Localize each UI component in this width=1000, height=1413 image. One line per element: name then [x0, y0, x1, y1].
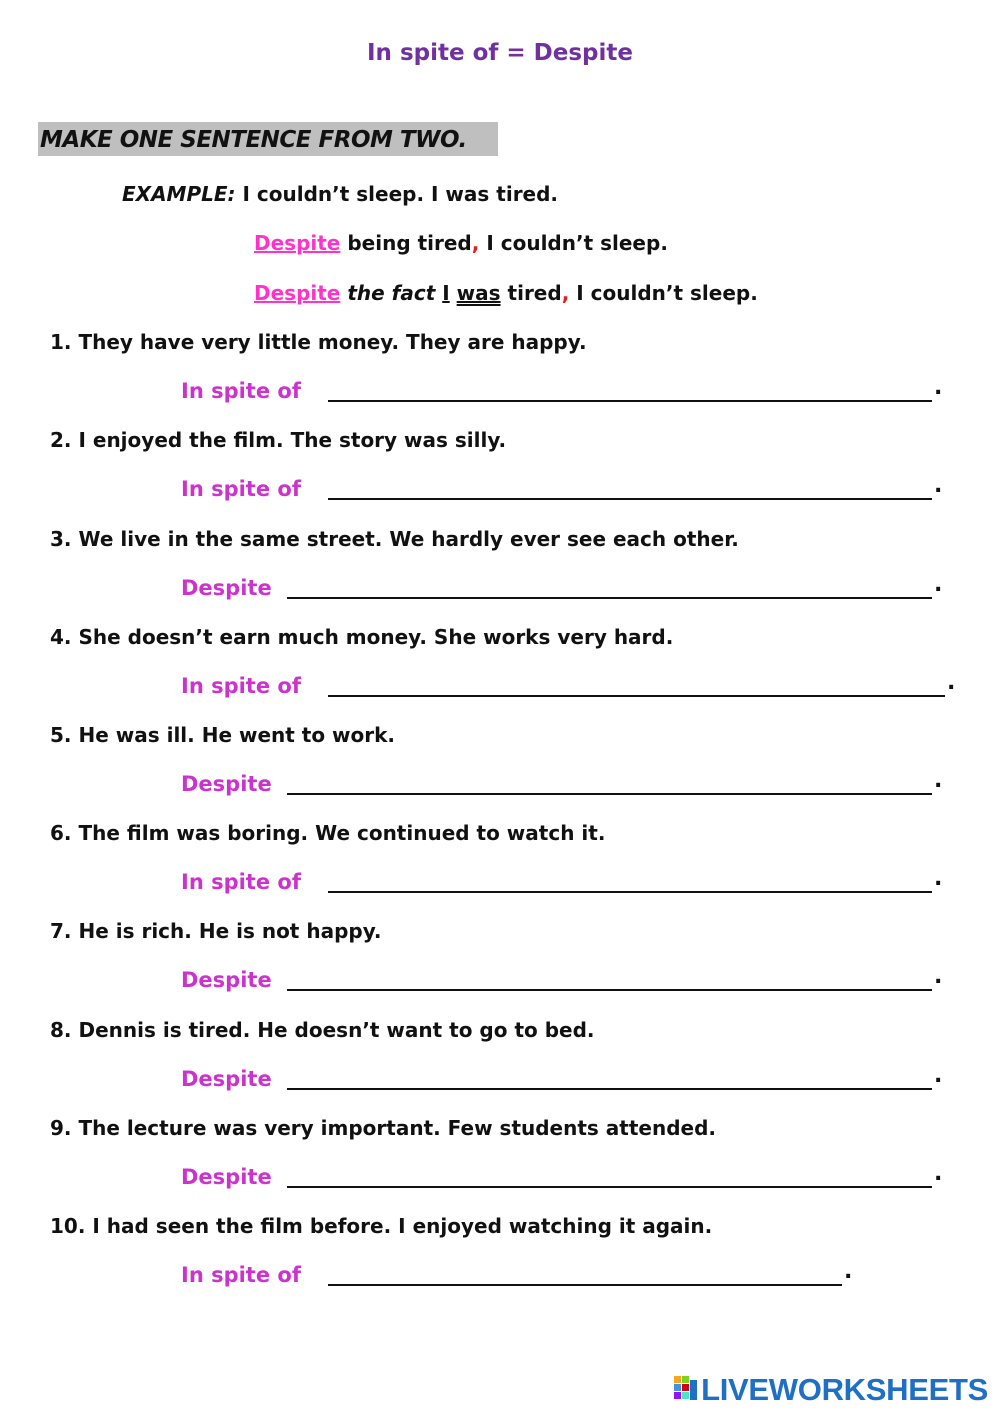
answer-prompt-label: Despite [181, 576, 272, 600]
answer-blank[interactable] [287, 989, 932, 991]
answer-blank[interactable] [328, 400, 932, 402]
answer-blank[interactable] [328, 498, 932, 500]
sentence-period: . [947, 670, 956, 695]
question-text: 9. The lecture was very important. Few students attended. [50, 1116, 717, 1140]
liveworksheets-logo-text: LIVEWORKSHEETS [701, 1372, 988, 1407]
answer-blank[interactable] [287, 1088, 932, 1090]
answer-prompt-label: Despite [181, 1067, 272, 1091]
sentence-period: . [934, 1063, 943, 1088]
example-text: the fact [340, 281, 443, 305]
question-text: 3. We live in the same street. We hardly ever see each other. [50, 527, 739, 551]
example-text: tired [500, 281, 562, 305]
example-answer-2 [254, 281, 758, 305]
example-line [122, 182, 558, 206]
answer-prompt-label: In spite of [181, 870, 301, 894]
sentence-period: . [934, 768, 943, 793]
example-keyword: Despite [254, 231, 341, 255]
example-label: EXAMPLE: [122, 182, 236, 206]
answer-prompt-label: Despite [181, 1165, 272, 1189]
question-text: 2. I enjoyed the film. The story was silly. [50, 428, 507, 452]
sentence-period: . [844, 1259, 853, 1284]
example-text: being tired [340, 231, 472, 255]
worksheet-title: In spite of = Despite [367, 40, 633, 66]
question-text: 8. Dennis is tired. He doesn’t want to go to bed. [50, 1018, 595, 1042]
question-text: 1. They have very little money. They are happy. [50, 330, 587, 354]
answer-prompt-label: Despite [181, 968, 272, 992]
answer-blank[interactable] [328, 1284, 842, 1286]
question-text: 6. The film was boring. We continued to watch it. [50, 821, 606, 845]
question-text: 7. He is rich. He is not happy. [50, 919, 382, 943]
example-text: I [442, 281, 450, 305]
example-comma: , [561, 281, 570, 305]
sentence-period: . [934, 866, 943, 891]
answer-prompt-label: In spite of [181, 477, 301, 501]
answer-prompt-label: In spite of [181, 379, 301, 403]
sentence-period: . [934, 964, 943, 989]
answer-blank[interactable] [328, 891, 932, 893]
example-keyword: Despite [254, 281, 341, 305]
footer-logo [674, 1372, 988, 1408]
example-text: was [456, 281, 501, 305]
question-text: 5. He was ill. He went to work. [50, 723, 396, 747]
answer-blank[interactable] [328, 695, 945, 697]
question-text: 10. I had seen the film before. I enjoyed watching it again. [50, 1214, 713, 1238]
answer-blank[interactable] [287, 597, 932, 599]
answer-blank[interactable] [287, 793, 932, 795]
example-sentence: I couldn’t sleep. I was tired. [235, 182, 559, 206]
answer-blank[interactable] [287, 1186, 932, 1188]
sentence-period: . [934, 473, 943, 498]
answer-prompt-label: Despite [181, 772, 272, 796]
sentence-period: . [934, 572, 943, 597]
example-text: I couldn’t sleep. [569, 281, 758, 305]
answer-prompt-label: In spite of [181, 1263, 301, 1287]
sentence-period: . [934, 1161, 943, 1186]
example-answer-1 [254, 231, 668, 255]
example-comma: , [471, 231, 480, 255]
sentence-period: . [934, 375, 943, 400]
instruction-banner: MAKE ONE SENTENCE FROM TWO. [38, 122, 498, 156]
answer-prompt-label: In spite of [181, 674, 301, 698]
question-text: 4. She doesn’t earn much money. She works very hard. [50, 625, 674, 649]
example-text: I couldn’t sleep. [479, 231, 668, 255]
liveworksheets-logo-icon [674, 1376, 698, 1404]
